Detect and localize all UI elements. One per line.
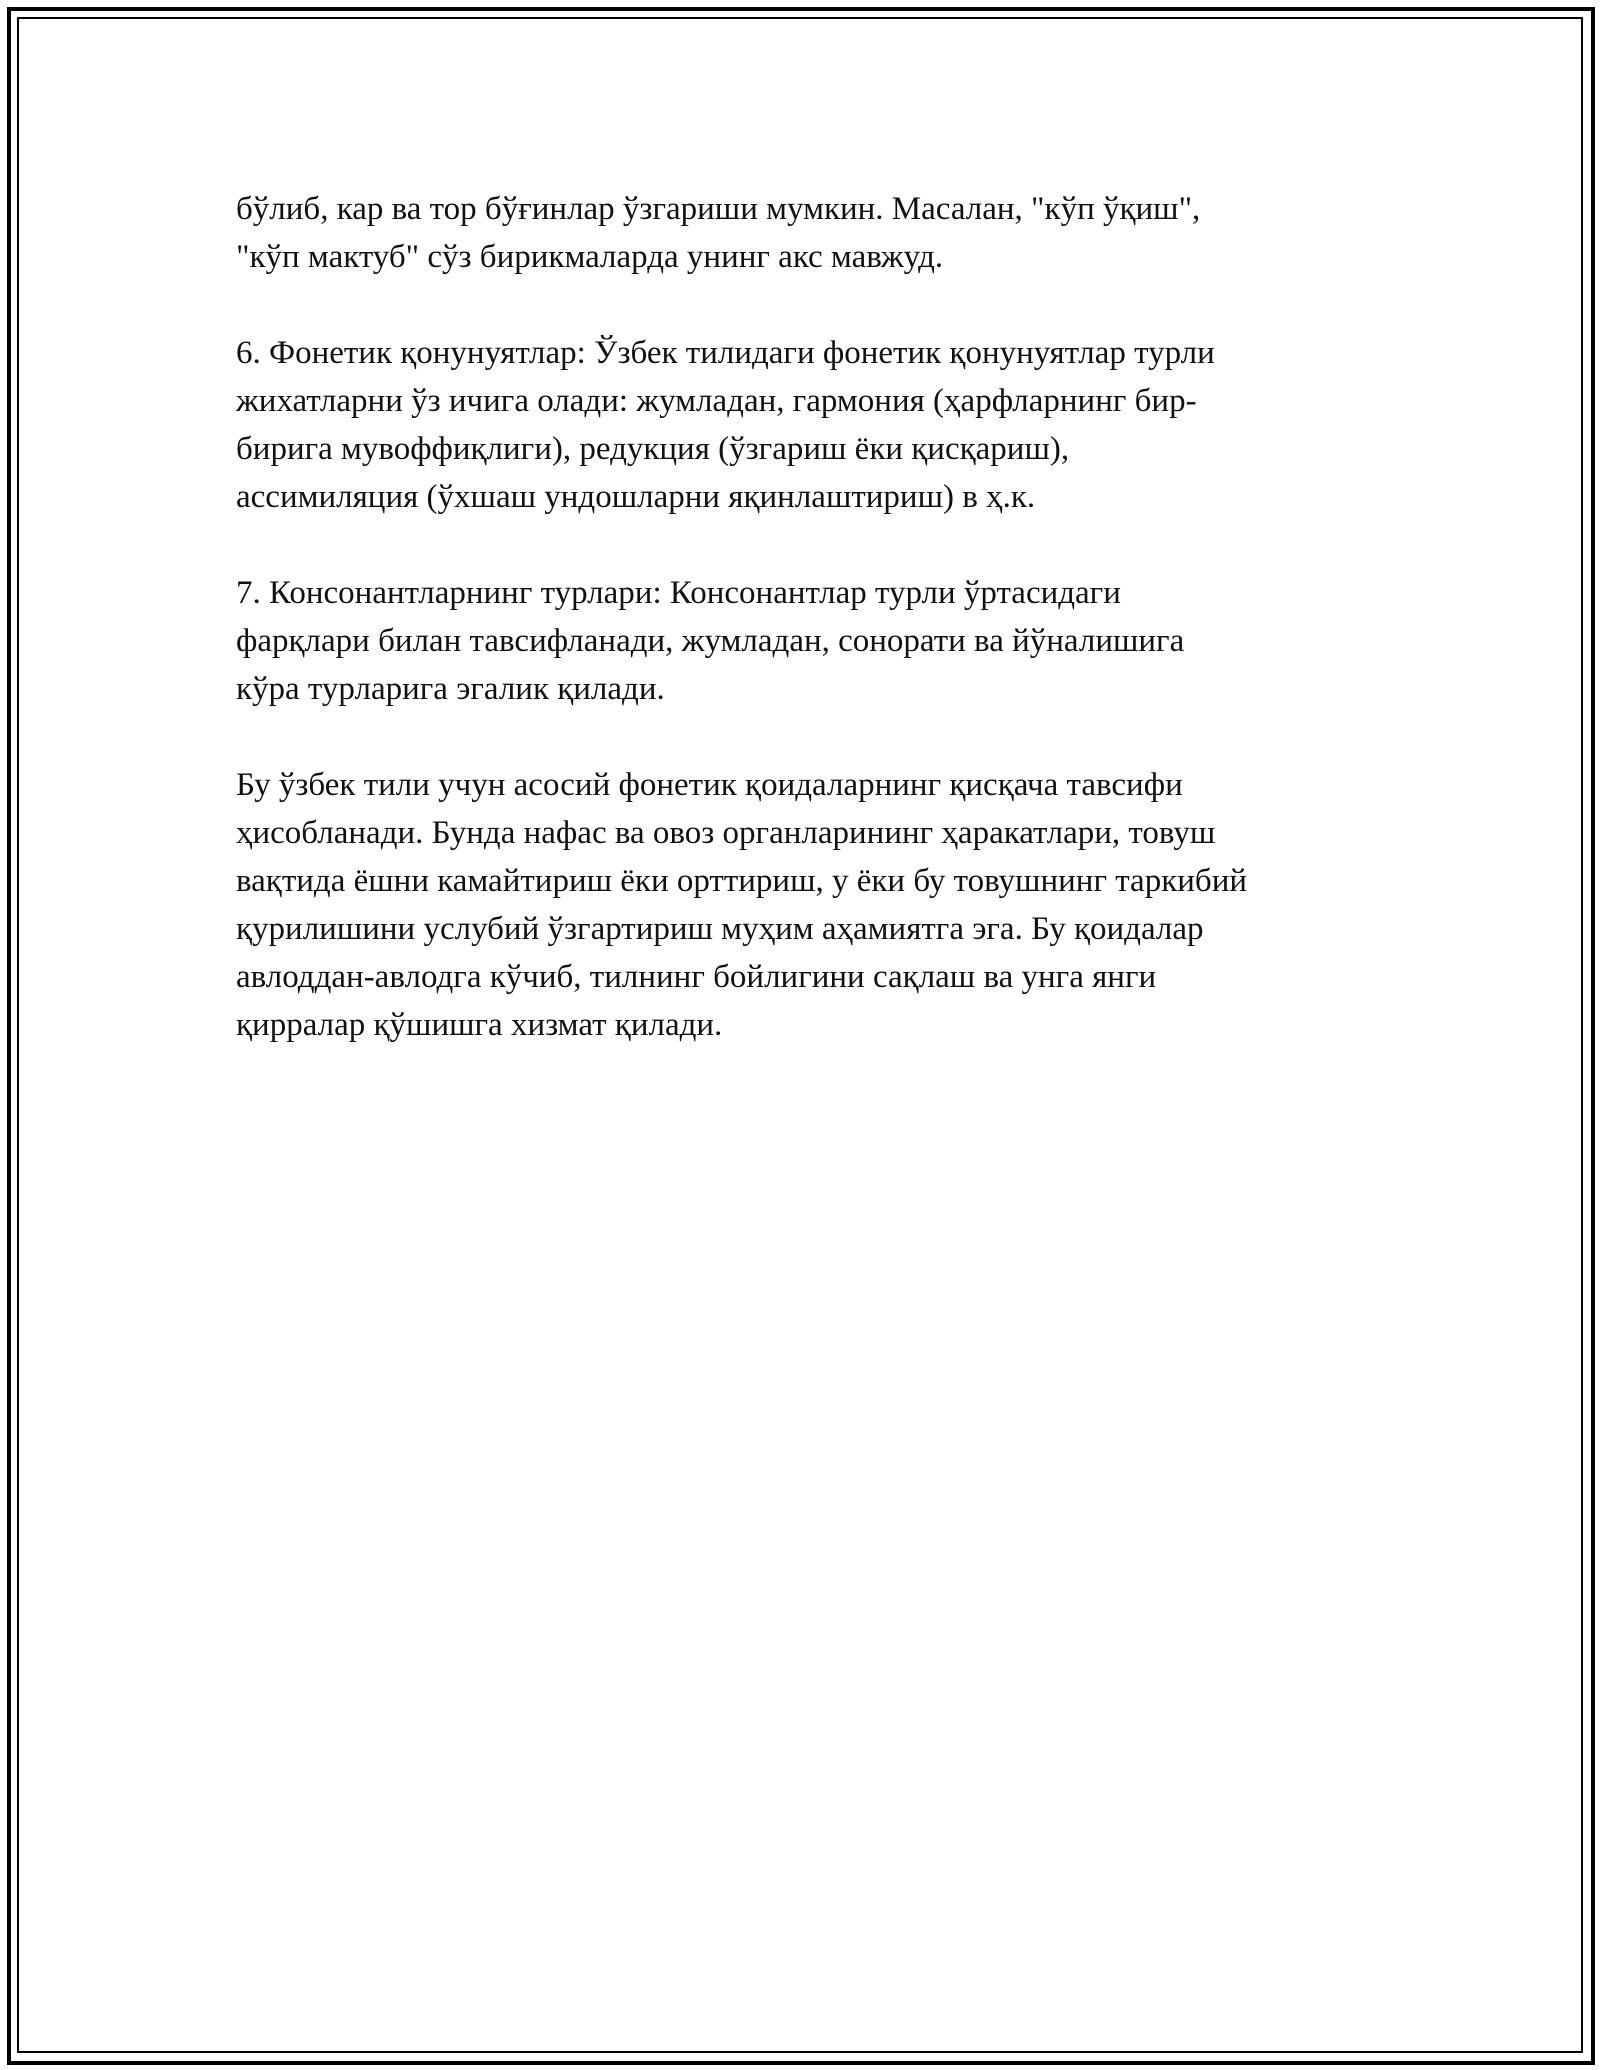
text-line: жихатларни ўз ичига олади: жумладан, гармония (ҳарфларнинг бир-: [236, 383, 1197, 419]
paragraph-syllable-change: [236, 185, 1386, 281]
text-line: "кўп мактуб" сўз бирикмаларда унинг акс мавжуд.: [236, 239, 944, 275]
text-line: 6. Фонетик қонунуятлар: Ўзбек тилидаги фонетик қонунуятлар турли: [236, 335, 1215, 371]
text-line: қурилишини услубий ўзгартириш муҳим аҳамиятга эга. Бу қоидалар: [236, 911, 1204, 947]
text-line: Бу ўзбек тили учун асосий фонетик қоидаларнинг қисқача тавсифи: [236, 767, 1183, 803]
paragraph-summary: [236, 761, 1386, 1049]
paragraph-phonetic-laws: [236, 329, 1386, 521]
text-line: бирига мувоффиқлиги), редукция (ўзгариш ёки қисқариш),: [236, 431, 1070, 467]
text-line: фарқлари билан тавсифланади, жумладан, сонорати ва йўналишига: [236, 623, 1185, 659]
text-line: авлоддан-авлодга кўчиб, тилнинг бойлигини сақлаш ва унга янги: [236, 959, 1157, 995]
text-line: ҳисобланади. Бунда нафас ва овоз органларининг ҳаракатлари, товуш: [236, 815, 1216, 851]
document-body: [236, 185, 1386, 1097]
text-line: кўра турларига эгалик қилади.: [236, 671, 665, 707]
text-line: бўлиб, кар ва тор бўғинлар ўзгариши мумкин. Масалан, "кўп ўқиш",: [236, 191, 1201, 227]
text-line: қирралар қўшишга хизмат қилади.: [236, 1007, 723, 1043]
text-line: вақтида ёшни камайтириш ёки орттириш, у ёки бу товушнинг таркибий: [236, 863, 1248, 899]
text-line: 7. Консонантларнинг турлари: Консонантлар турли ўртасидаги: [236, 575, 1121, 611]
text-line: ассимиляция (ўхшаш ундошларни яқинлаштириш) в ҳ.к.: [236, 479, 1036, 515]
paragraph-consonant-types: [236, 569, 1386, 713]
